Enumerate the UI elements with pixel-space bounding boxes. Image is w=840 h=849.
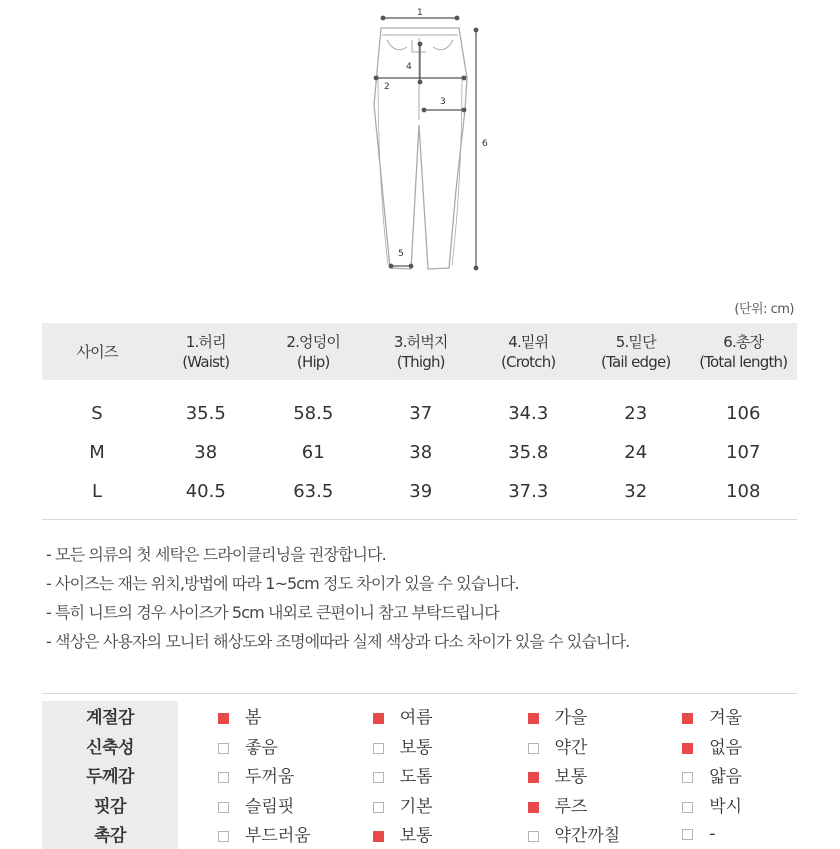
unchecked-box-icon [373,802,384,813]
diagram-label-1: 1 [417,8,423,18]
feel-option-label: 가을 [554,708,588,729]
table-cell: 23 [624,403,648,424]
feel-option [642,819,797,849]
table-cell: 34.3 [508,403,549,424]
unchecked-box-icon [373,743,384,754]
feel-row-label: 촉감 [42,819,178,849]
diagram-label-3: 3 [440,97,446,107]
unchecked-box-icon [218,772,229,783]
care-notes [46,540,629,656]
feel-option [488,790,643,820]
diagram-label-2: 2 [384,82,390,92]
feel-row [42,731,797,761]
pants-measurement-diagram [360,0,500,290]
feel-option-label: - [709,823,716,844]
feel-option-label: 도톰 [399,767,433,788]
feel-row [42,701,797,731]
table-cell: 38 [409,442,433,463]
feel-option [488,731,643,761]
checked-box-icon [373,831,384,842]
table-cell: 63.5 [293,481,334,502]
header-size: 사이즈 [42,323,152,380]
feel-option-label: 두꺼움 [245,767,295,788]
header-total-length: 6.총장 (Total length) [690,323,798,380]
table-cell: 106 [726,403,761,424]
feel-option-label: 봄 [245,708,262,729]
feel-option-label: 겨울 [709,708,743,729]
table-cell: 107 [726,442,761,463]
table-cell: 38 [194,442,218,463]
feel-option-label: 약간 [554,737,588,758]
note-item: - 색상은 사용자의 모니터 해상도와 조명에따라 실제 색상과 다소 차이가 있을 수 있습니다. [46,632,630,651]
diagram-label-4: 4 [406,62,412,72]
feel-option-label: 보통 [399,826,433,847]
feel-option [333,760,488,790]
unchecked-box-icon [218,743,229,754]
feel-option [642,790,797,820]
diagram-label-6: 6 [482,139,488,149]
feel-option-label: 보통 [399,737,433,758]
feel-option-label: 없음 [709,737,743,758]
unchecked-box-icon [682,802,693,813]
divider [42,693,797,694]
note-item: - 특히 니트의 경우 사이즈가 5cm 내외로 큰편이니 참고 부탁드립니다 [46,603,499,622]
table-cell: 37.3 [508,481,549,502]
feel-row [42,790,797,820]
table-cell: 35.5 [185,403,226,424]
table-cell: 108 [726,481,761,502]
feel-option-label: 약간까칠 [554,826,621,847]
table-row [42,472,797,511]
note-item: - 사이즈는 재는 위치,방법에 따라 1~5cm 정도 차이가 있을 수 있습니다. [46,574,519,593]
feel-option [178,731,333,761]
checked-box-icon [528,772,539,783]
feel-option [642,701,797,731]
table-row [42,380,797,433]
unchecked-box-icon [528,831,539,842]
checked-box-icon [528,802,539,813]
header-crotch: 4.밑위 (Crotch) [475,323,583,380]
diagram-label-5: 5 [398,249,404,259]
checked-box-icon [373,713,384,724]
table-cell: 35.8 [508,442,549,463]
unchecked-box-icon [682,829,693,840]
feel-row-label: 핏감 [42,790,178,820]
size-table-header [42,323,797,380]
feel-option-label: 루즈 [554,796,588,817]
header-tail-edge: 5.밑단 (Tail edge) [582,323,690,380]
checked-box-icon [682,713,693,724]
unit-note: (단위: cm) [734,302,794,317]
table-row [42,433,797,472]
feel-option [488,760,643,790]
feel-option [178,701,333,731]
checked-box-icon [528,713,539,724]
feel-option-label: 박시 [709,796,743,817]
feel-row-label: 신축성 [42,731,178,761]
feel-option [178,819,333,849]
unchecked-box-icon [218,802,229,813]
table-cell: 58.5 [293,403,334,424]
table-cell: M [89,442,105,463]
header-waist: 1.허리 (Waist) [152,323,260,380]
feel-option-label: 얇음 [709,767,743,788]
feel-option [333,701,488,731]
unchecked-box-icon [528,743,539,754]
note-item: - 모든 의류의 첫 세탁은 드라이클리닝을 권장합니다. [46,545,386,564]
feel-option [178,760,333,790]
header-thigh: 3.허벅지 (Thigh) [367,323,475,380]
feel-option [178,790,333,820]
feel-option [488,819,643,849]
feel-row-label: 두께감 [42,760,178,790]
table-cell: S [91,403,103,424]
table-cell: 39 [409,481,433,502]
checked-box-icon [682,743,693,754]
checked-box-icon [218,713,229,724]
feel-option-label: 좋음 [245,737,278,758]
table-cell: 37 [409,403,433,424]
feel-option [333,790,488,820]
feel-row [42,819,797,849]
header-hip: 2.엉덩이 (Hip) [260,323,368,380]
fabric-feel-table [42,701,797,849]
feel-option-label: 기본 [399,796,433,817]
table-cell: 61 [301,442,325,463]
feel-option [642,760,797,790]
feel-option [488,701,643,731]
feel-option [333,731,488,761]
size-table [42,323,797,511]
feel-option-label: 보통 [554,767,588,788]
feel-option-label: 부드러움 [245,826,311,847]
feel-option [642,731,797,761]
table-cell: L [91,481,103,502]
table-cell: 40.5 [185,481,226,502]
feel-option [333,819,488,849]
table-cell: 24 [624,442,648,463]
unchecked-box-icon [218,831,229,842]
divider [42,519,797,520]
feel-row-label: 계절감 [42,701,178,731]
feel-row [42,760,797,790]
unchecked-box-icon [373,772,384,783]
unchecked-box-icon [682,772,693,783]
table-cell: 32 [624,481,648,502]
feel-option-label: 여름 [399,708,433,729]
feel-option-label: 슬림핏 [245,796,295,817]
